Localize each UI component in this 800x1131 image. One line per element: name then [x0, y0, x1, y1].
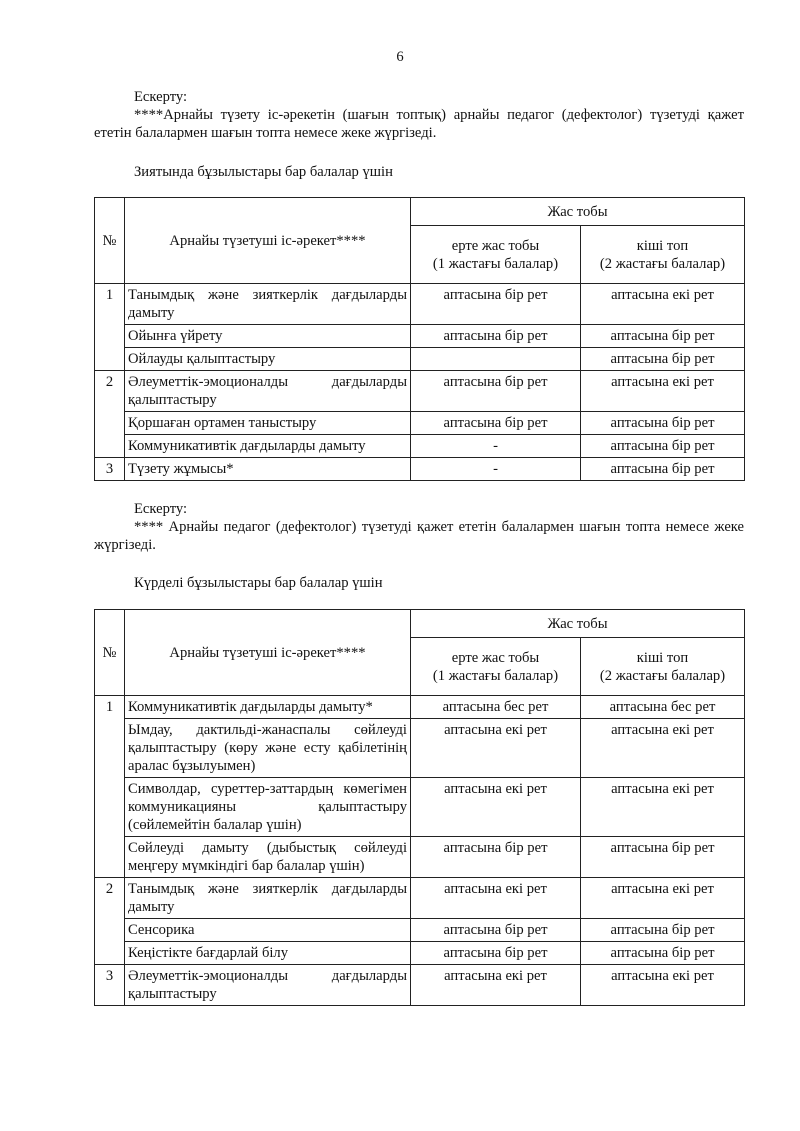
frequency-cell: аптасына бір рет [581, 919, 745, 942]
row-number: 2 [95, 878, 125, 965]
activity-cell: Танымдық және зияткерлік дағдыларды дамыту [125, 284, 411, 325]
table1-header-num: № [95, 198, 125, 284]
table1-header-col2-line1: кіші топ [636, 237, 689, 254]
frequency-cell: аптасына бір рет [411, 371, 581, 412]
table-row [95, 458, 745, 481]
frequency-cell [411, 348, 581, 371]
table2-header-col1-line2: (1 жастағы балалар) [432, 667, 559, 684]
activity-cell: Әлеуметтік-эмоционалды дағдыларды қалыптастыру [125, 965, 411, 1006]
table1-header-activity: Арнайы түзетуші іс-әрекет**** [125, 198, 411, 284]
frequency-cell: аптасына екі рет [411, 719, 581, 778]
frequency-cell: аптасына екі рет [581, 719, 745, 778]
table1 [94, 197, 745, 481]
table-row [95, 965, 745, 1006]
table2-header-col2-line1: кіші топ [636, 649, 689, 666]
table-row [95, 435, 745, 458]
table2-header-col2 [581, 638, 745, 696]
page-number: 6 [396, 49, 404, 65]
frequency-cell: аптасына бір рет [581, 942, 745, 965]
table-row [95, 325, 745, 348]
frequency-cell: аптасына екі рет [581, 284, 745, 325]
frequency-cell: аптасына екі рет [581, 965, 745, 1006]
table-row [95, 942, 745, 965]
table-row [95, 919, 745, 942]
table2-header-age-group: Жас тобы [411, 610, 745, 638]
table-row [95, 719, 745, 778]
frequency-cell: аптасына бір рет [411, 837, 581, 878]
table1-header-col1-line1: ерте жас тобы [451, 237, 540, 254]
frequency-cell: аптасына бір рет [581, 458, 745, 481]
activity-cell: Коммуникативтік дағдыларды дамыту* [125, 696, 411, 719]
table2-header-activity: Арнайы түзетуші іс-әрекет**** [125, 610, 411, 696]
frequency-cell: аптасына бір рет [581, 412, 745, 435]
table1-header-age-group: Жас тобы [411, 198, 745, 226]
frequency-cell: аптасына бір рет [411, 942, 581, 965]
table2-header-col1 [411, 638, 581, 696]
table-row [95, 778, 745, 837]
table1-header-col1 [411, 226, 581, 284]
table-row [95, 371, 745, 412]
frequency-cell: аптасына бір рет [411, 284, 581, 325]
table2 [94, 609, 745, 1006]
activity-cell: Коммуникативтік дағдыларды дамыту [125, 435, 411, 458]
note1-text: ****Арнайы түзету іс-әрекетін (шағын топтық) арнайы педагог (дефектолог) түзетуді қажет ететін балалармен шағын топта немесе жеке жүргізеді. [94, 107, 744, 141]
frequency-cell: аптасына бір рет [581, 348, 745, 371]
table-row [95, 696, 745, 719]
table-row [95, 878, 745, 919]
activity-cell: Әлеуметтік-эмоционалды дағдыларды қалыптастыру [125, 371, 411, 412]
frequency-cell: аптасына екі рет [581, 878, 745, 919]
table1-header-col2-line2: (2 жастағы балалар) [599, 255, 726, 272]
activity-cell: Ойлауды қалыптастыру [125, 348, 411, 371]
row-number: 1 [95, 284, 125, 371]
frequency-cell: аптасына екі рет [581, 778, 745, 837]
table1-header-col1-line2: (1 жастағы балалар) [432, 255, 559, 272]
section1-title: Зиятында бұзылыстары бар балалар үшін [134, 164, 393, 180]
table-row [95, 348, 745, 371]
frequency-cell: аптасына бір рет [411, 412, 581, 435]
activity-cell: Танымдық және зияткерлік дағдыларды дамыту [125, 878, 411, 919]
table2-header-col1-line1: ерте жас тобы [451, 649, 540, 666]
row-number: 3 [95, 458, 125, 481]
table-row [95, 284, 745, 325]
activity-cell: Ойынға үйрету [125, 325, 411, 348]
activity-cell: Сенсорика [125, 919, 411, 942]
note1-title: Ескерту: [134, 89, 188, 105]
section2-title: Күрделі бұзылыстары бар балалар үшін [134, 575, 383, 591]
activity-cell: Кеңістікте бағдарлай білу [125, 942, 411, 965]
activity-cell: Ымдау, дактильді-жанаспалы сөйлеуді қалыптастыру (көру және есту қабілетінің аралас бұзылуымен) [125, 719, 411, 778]
activity-cell: Сөйлеуді дамыту (дыбыстық сөйлеуді меңгеру мүмкіндігі бар балалар үшін) [125, 837, 411, 878]
note2-title: Ескерту: [134, 501, 188, 517]
frequency-cell: аптасына екі рет [411, 965, 581, 1006]
activity-cell: Қоршаған ортамен таныстыру [125, 412, 411, 435]
activity-cell: Символдар, суреттер-заттардың көмегімен коммуникацияны қалыптастыру (сөйлемейтін балалар үшін) [125, 778, 411, 837]
frequency-cell: аптасына бір рет [581, 325, 745, 348]
frequency-cell: аптасына екі рет [581, 371, 745, 412]
row-number: 2 [95, 371, 125, 458]
frequency-cell: - [411, 458, 581, 481]
frequency-cell: аптасына бір рет [411, 919, 581, 942]
table-row [95, 837, 745, 878]
activity-cell: Түзету жұмысы* [125, 458, 411, 481]
frequency-cell: аптасына бес рет [581, 696, 745, 719]
table2-header-col2-line2: (2 жастағы балалар) [599, 667, 726, 684]
row-number: 3 [95, 965, 125, 1006]
note2-text: **** Арнайы педагог (дефектолог) түзетуді қажет ететін балалармен шағын топта немесе жеке жүргізеді. [94, 519, 744, 553]
table1-header-col2 [581, 226, 745, 284]
frequency-cell: аптасына екі рет [411, 778, 581, 837]
table-row [95, 412, 745, 435]
frequency-cell: аптасына бес рет [411, 696, 581, 719]
frequency-cell: аптасына бір рет [581, 837, 745, 878]
table2-header-num: № [95, 610, 125, 696]
frequency-cell: - [411, 435, 581, 458]
row-number: 1 [95, 696, 125, 878]
frequency-cell: аптасына бір рет [411, 325, 581, 348]
frequency-cell: аптасына бір рет [581, 435, 745, 458]
frequency-cell: аптасына екі рет [411, 878, 581, 919]
